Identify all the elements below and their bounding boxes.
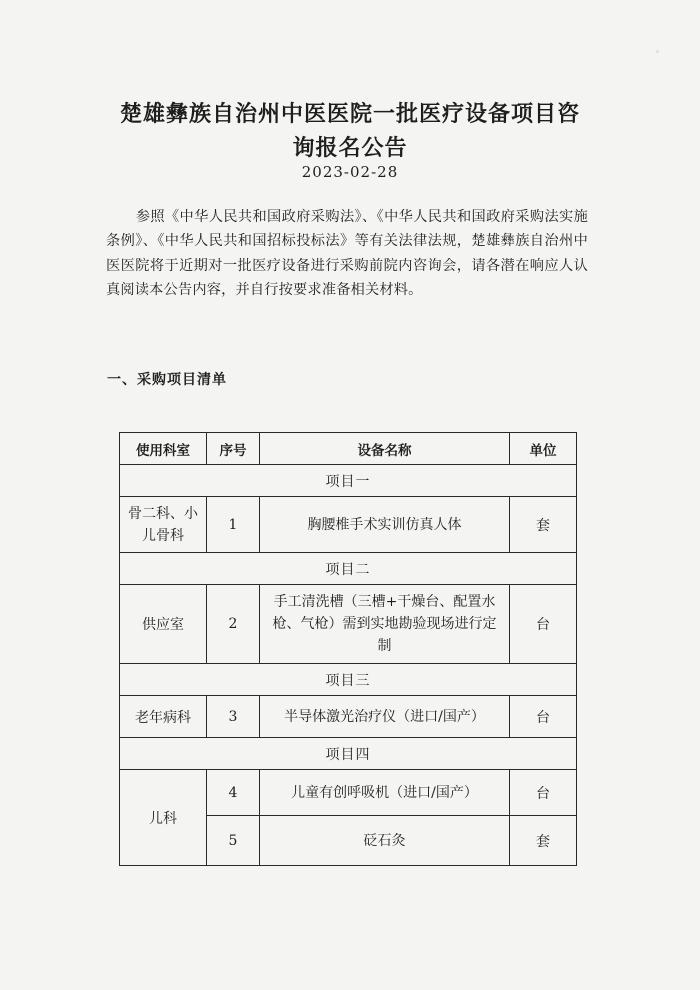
table-row [120,770,577,816]
intro-paragraph: 参照《中华人民共和国政府采购法》、《中华人民共和国政府采购法实施条例》、《中华人民共和国招标投标法》等有关法律法规，楚雄彝族自治州中医医院将于近期对一批医疗设备进行采购前院内咨询会，请各潜在响应人认真阅读本公告内容，并自行按要求准备相关材料。 [106,209,588,299]
table-row [120,696,577,738]
group-label: 项目二 [120,553,577,585]
group-label: 项目三 [120,664,577,696]
cell-unit: 台 [510,770,577,816]
scan-speck [656,50,659,53]
cell-dept: 供应室 [120,585,207,664]
cell-no: 5 [207,816,260,866]
table-row [120,585,577,664]
table-header-row [120,433,577,465]
group-label: 项目一 [120,465,577,497]
cell-name: 胸腰椎手术实训仿真人体 [260,497,510,553]
procurement-table [119,432,577,866]
table-row [120,497,577,553]
cell-no: 1 [207,497,260,553]
cell-unit: 台 [510,696,577,738]
cell-no: 2 [207,585,260,664]
group-row [120,664,577,696]
cell-no: 4 [207,770,260,816]
section-heading: 一、采购项目清单 [107,372,227,388]
header-unit: 单位 [510,433,577,465]
group-row [120,553,577,585]
document-date: 2023-02-28 [301,163,399,181]
group-label: 项目四 [120,738,577,770]
cell-name: 手工清洗槽（三槽+干燥台、配置水枪、气枪）需到实地勘验现场进行定制 [260,585,510,664]
cell-name: 半导体激光治疗仪（进口/国产） [260,696,510,738]
header-name: 设备名称 [260,433,510,465]
cell-dept: 骨二科、小儿骨科 [120,497,207,553]
cell-unit: 台 [510,585,577,664]
cell-name: 砭石灸 [260,816,510,866]
cell-dept: 儿科 [120,770,207,866]
cell-dept: 老年病科 [120,696,207,738]
cell-name: 儿童有创呼吸机（进口/国产） [260,770,510,816]
cell-no: 3 [207,696,260,738]
header-dept: 使用科室 [120,433,207,465]
group-row [120,738,577,770]
cell-unit: 套 [510,497,577,553]
header-no: 序号 [207,433,260,465]
group-row [120,465,577,497]
document-title: 楚雄彝族自治州中医医院一批医疗设备项目咨询报名公告 [119,102,580,161]
cell-unit: 套 [510,816,577,866]
